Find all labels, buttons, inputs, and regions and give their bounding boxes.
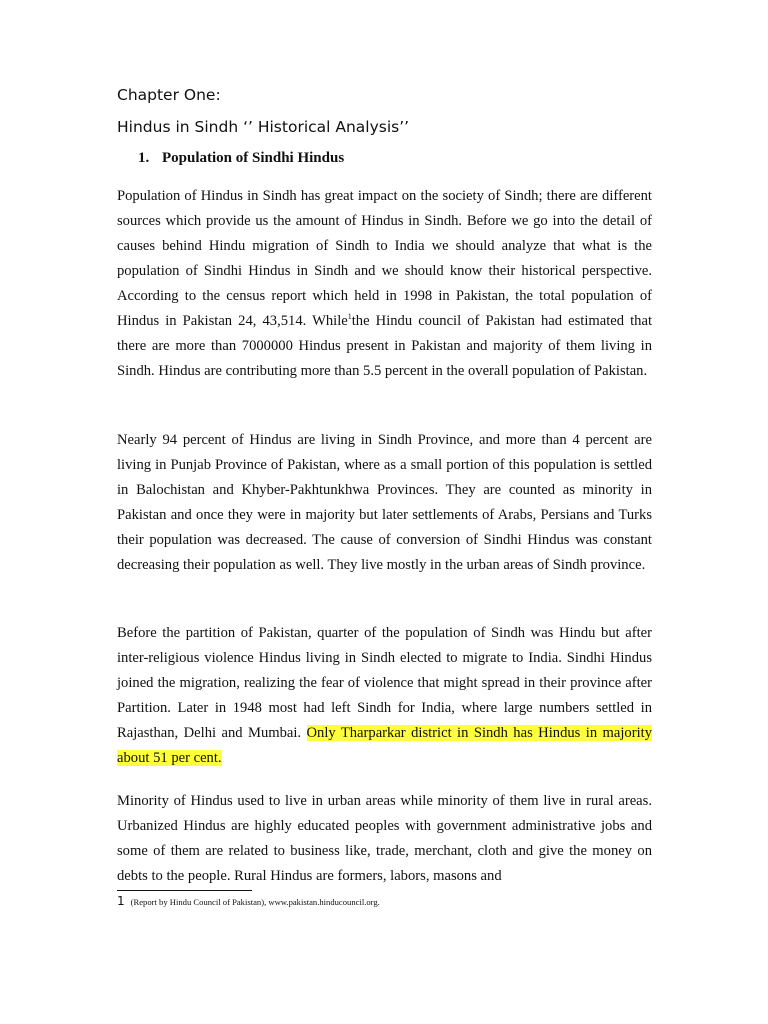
paragraph-text: the Hindu council of Pakistan had estimated that there are more than 7000000 Hindus present in Pakistan and majority of them living in Sindh. Hindus are contributing more than 5.5 percent in the overall population of Pakistan. [117, 313, 652, 379]
paragraph-text: Before the partition of Pakistan, quarter of the population of Sindh was Hindu but after inter-religious violence Hindus living in Sindh elected to migrate to India. Sindhi Hindus joined the migration, realizing the fear of violence that might spread in their province after Partition. Later in 1948 most had left Sindh for India, where large numbers settled in Rajasthan, Delhi and Mumbai. [117, 625, 652, 741]
paragraph-urban-rural: Minority of Hindus used to live in urban areas while minority of them live in rural areas. Urbanized Hindus are highly educated peoples with government administrative jobs and some of them are related to business like, trade, merchant, cloth and give the money on debts to the people. Rural Hindus are formers, labors, masons and [117, 793, 652, 884]
paragraph-population [117, 184, 652, 384]
paragraph-partition [117, 621, 652, 771]
footnote-separator [117, 890, 252, 891]
paragraph-text: Population of Hindus in Sindh has great impact on the society of Sindh; there are different sources which provide us the amount of Hindus in Sindh. Before we go into the detail of causes behind Hindu migration of Sindh to India we should analyze that what is the population of Sindhi Hindus in Sindh and we should know their historical perspective. According to the census report which held in 1998 in Pakistan, the total population of Hindus in Pakistan 24, 43,514. While [117, 188, 652, 329]
section-number: 1. [138, 150, 150, 166]
highlighted-text: Only Tharparkar district in Sindh has Hindus in majority about 51 per cent. [117, 725, 652, 766]
chapter-subtitle: Hindus in Sindh ‘’ Historical Analysis’’ [117, 118, 410, 136]
section-title: Population of Sindhi Hindus [162, 150, 345, 166]
chapter-title: Chapter One: [117, 86, 221, 104]
footnote-number: 1 [117, 894, 125, 908]
section-heading [138, 150, 344, 167]
paragraph-distribution: Nearly 94 percent of Hindus are living in Sindh Province, and more than 4 percent are living in Punjab Province of Pakistan, where as a small portion of this population is settled in Balochistan and Khyber-Pakhtunkhwa Provinces. They are counted as minority in Pakistan and once they were in majority but later settlements of Arabs, Persians and Turks their population was decreased. The cause of conversion of Sindhi Hindus was constant decreasing their population as well. They live mostly in the urban areas of Sindh province. [117, 432, 652, 573]
footnote-text: (Report by Hindu Council of Pakistan), www.pakistan.hinducouncil.org. [130, 897, 380, 907]
footnote [117, 894, 380, 908]
footnote-reference[interactable]: 1 [347, 312, 352, 322]
